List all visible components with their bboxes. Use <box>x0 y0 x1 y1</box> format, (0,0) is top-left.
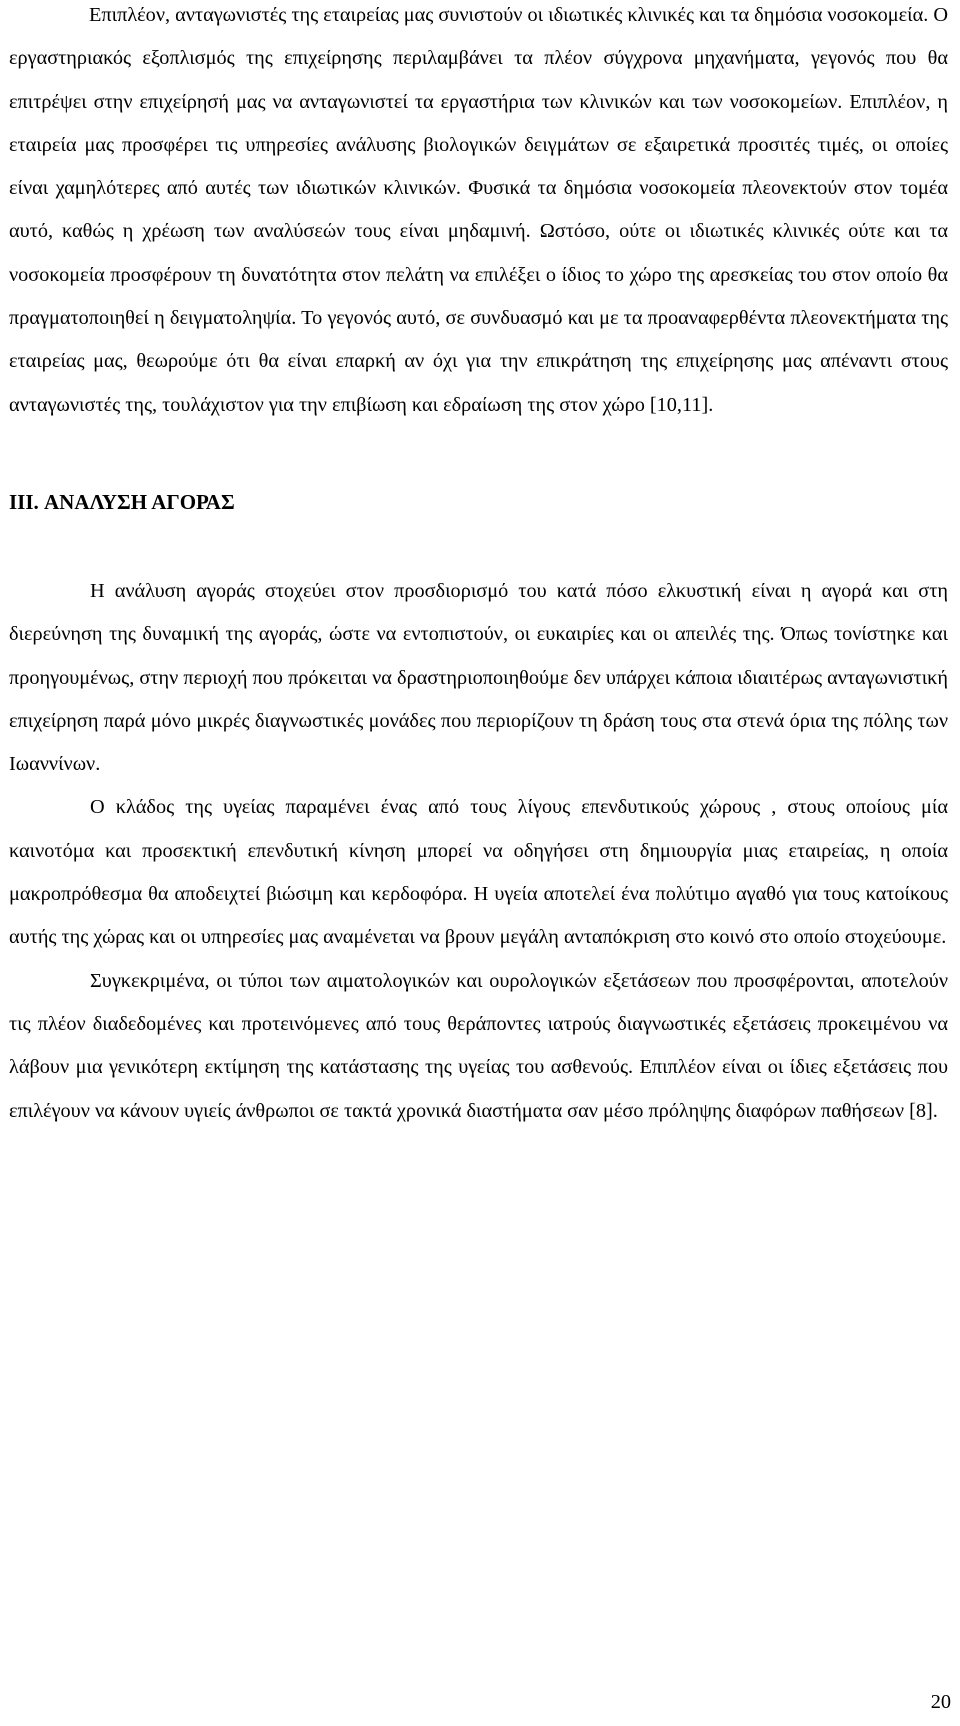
page-content <box>9 0 948 1133</box>
paragraph-health-sector: Ο κλάδος της υγείας παραμένει ένας από τους λίγους επενδυτικούς χώρους , στους οποίους μία καινοτόμα και προσεκτική επενδυτική κίνηση μπορεί να οδηγήσει στη δημιουργία μιας εταιρείας, η οποία μακροπρόθεσμα θα αποδειχτεί βιώσιμη και κερδοφόρα. Η υγεία αποτελεί ένα πολύτιμο αγαθό για τους κατοίκους αυτής της χώρας και οι υπηρεσίες μας αναμένεται να βρουν μεγάλη ανταπόκριση στο κοινό στο οποίο στοχεύουμε. <box>9 796 948 949</box>
paragraph-examinations: Συγκεκριμένα, οι τύποι των αιματολογικών και ουρολογικών εξετάσεων που προσφέρονται, αποτελούν τις πλέον διαδεδομένες και προτεινόμενες από τους θεράποντες ιατρούς διαγνωστικές εξετάσεις προκειμένου να λάβουν μια γενικότερη εκτίμηση της κατάστασης της υγείας του ασθενούς. Επιπλέον είναι οι ίδιες εξετάσεις που επιλέγουν να κάνουν υγιείς άνθρωποι σε τακτά χρονικά διαστήματα σαν μέσο πρόληψης διαφόρων παθήσεων [8]. <box>9 969 948 1122</box>
section-heading-market-analysis: III. ΑΝΑΛΥΣΗ ΑΓΟΡΑΣ <box>9 489 235 514</box>
paragraph-market-analysis: Η ανάλυση αγοράς στοχεύει στον προσδιορισμό του κατά πόσο ελκυστική είναι η αγορά και στη διερεύνηση της δυναμική της αγοράς, ώστε να εντοπιστούν, οι ευκαιρίες και οι απειλές της. Όπως τονίστηκε και προηγουμένως, στην περιοχή που πρόκειται να δραστηριοποιηθούμε δεν υπάρχει κάποια ιδιαιτέρως ανταγωνιστική επιχείρηση παρά μόνο μικρές διαγνωστικές μονάδες που περιορίζουν τη δράση τους στα στενά όρια της πόλης των Ιωαννίνων. <box>9 579 948 776</box>
page-number: 20 <box>930 1691 951 1713</box>
paragraph-competitors: Επιπλέον, ανταγωνιστές της εταιρείας μας συνιστούν οι ιδιωτικές κλινικές και τα δημόσια νοσοκομεία. Ο εργαστηριακός εξοπλισμός της επιχείρησης περιλαμβάνει τα πλέον σύγχρονα μηχανήματα, γεγονός που θα επιτρέψει στην επιχείρησή μας να ανταγωνιστεί τα εργαστήρια των κλινικών και των νοσοκομείων. Επιπλέον, η εταιρεία μας προσφέρει τις υπηρεσίες ανάλυσης βιολογικών δειγμάτων σε εξαιρετικά προσιτές τιμές, οι οποίες είναι χαμηλότερες από αυτές των ιδιωτικών κλινικών. Φυσικά τα δημόσια νοσοκομεία πλεονεκτούν στον τομέα αυτό, καθώς η χρέωση των αναλύσεών τους είναι μηδαμινή. Ωστόσο, ούτε οι ιδιωτικές κλινικές ούτε και τα νοσοκομεία προσφέρουν τη δυνατότητα στον πελάτη να επιλέξει ο ίδιος το χώρο της αρεσκείας του στον οποίο θα πραγματοποιηθεί η δειγματοληψία. Το γεγονός αυτό, σε συνδυασμό και με τα προαναφερθέντα πλεονεκτήματα της εταιρείας μας, θεωρούμε ότι θα είναι επαρκή αν όχι για την επικράτηση της επιχείρησης μας απέναντι στους ανταγωνιστές της, τουλάχιστον για την επιβίωση και εδραίωση της στον χώρο [10,11]. <box>9 4 948 416</box>
